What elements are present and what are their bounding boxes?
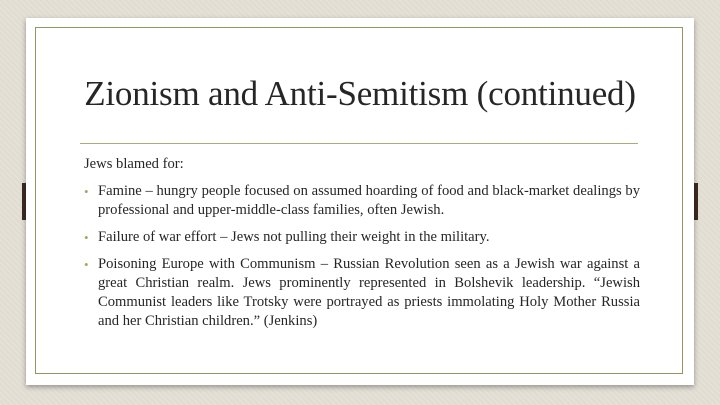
bullet-dot-icon: • bbox=[84, 257, 89, 272]
bullet-dot-icon: • bbox=[84, 184, 89, 199]
slide-title: Zionism and Anti-Semitism (continued) bbox=[84, 74, 636, 113]
bullet-text: Poisoning Europe with Communism – Russian Revolution seen as a Jewish war against a great Christian realm. Jews prominently represented in Bolshevik leadership. “Jewish Communist leaders like Trotsky were portrayed as priests immolating Holy Mother Russia and her Christian children.” (Jenkins) bbox=[98, 256, 640, 329]
bullet-text: Famine – hungry people focused on assumed hoarding of food and black-market dealings by professional and upper-middle-class families, often Jewish. bbox=[98, 183, 640, 218]
bullet-item-war-effort bbox=[84, 228, 640, 247]
bullet-item-famine bbox=[84, 182, 640, 220]
bullet-list bbox=[84, 182, 640, 331]
title-divider bbox=[80, 143, 638, 144]
bullet-text: Failure of war effort – Jews not pulling their weight in the military. bbox=[98, 229, 490, 245]
bullet-dot-icon: • bbox=[84, 230, 89, 245]
slide-content bbox=[84, 155, 640, 339]
bullet-item-communism bbox=[84, 255, 640, 331]
intro-text: Jews blamed for: bbox=[84, 156, 184, 172]
